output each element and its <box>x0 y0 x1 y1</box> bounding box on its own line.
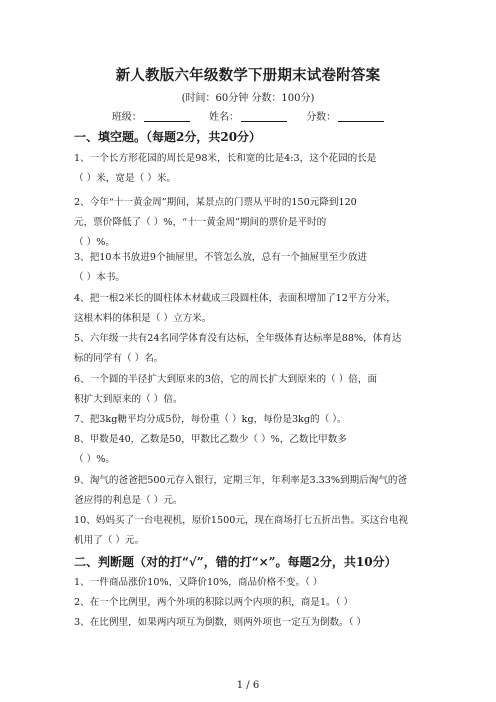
question-8: 8、甲数是40，乙数是50，甲数比乙数少（ ）%，乙数比甲数多 （ ）%。 <box>74 434 347 465</box>
exam-time-score: (时间：60分钟 分数：100分) <box>181 93 315 104</box>
page-title: 新人教版六年级数学下册期末试卷附答案 <box>115 67 381 84</box>
name-field <box>209 108 287 123</box>
name-blank <box>241 111 287 122</box>
question-10: 10、妈妈买了一台电视机，原价1500元，现在商场打七五折出售。买这台电视 机用了（ ）元。 <box>74 515 409 546</box>
judge-question-3: 3、在比例里，如果两内项互为倒数，则两外项也一定互为倒数。（ ） <box>74 617 367 628</box>
question-6: 6、一个圆的半径扩大到原来的3倍，它的周长扩大到原来的（ ）倍，面 积扩大到原来的（ ）倍。 <box>74 374 378 405</box>
page-number: 1 / 6 <box>236 680 260 691</box>
section-heading-true-false: 二、判断题（对的打“√”，错的打“×”。每题2分，共10分） <box>74 555 397 569</box>
score-label: 分数： <box>306 112 337 123</box>
class-label: 班级： <box>111 112 142 123</box>
question-5: 5、六年级一共有24名同学体育没有达标，全年级体育达标率是88%，体育达 标的同学有（ ）名。 <box>74 333 402 364</box>
class-field <box>112 108 190 123</box>
name-label: 姓名： <box>209 112 239 123</box>
question-2: 2、今年“十一黄金周”期间，某景点的门票从平时的150元降到120 元，票价降低了（ ）%，“十一黄金周”期间的票价是平时的 （ ）%。 <box>74 197 357 248</box>
score-blank <box>338 111 384 122</box>
question-4: 4、把一根2米长的圆柱体木材截成三段圆柱体，表面积增加了12平方分米， 这根木料的体积是（ ）立方米。 <box>74 293 396 324</box>
student-info-row <box>0 108 496 123</box>
question-9: 9、淘气的爸爸把500元存入银行，定期三年，年利率是3.33%到期后淘气的爸 爸应得的利息是（ ）元。 <box>74 475 408 506</box>
class-blank <box>144 111 190 122</box>
question-3: 3、把10本书放进9个抽屉里，不管怎么放，总有一个抽屉里至少放进 （ ）本书。 <box>74 252 368 283</box>
section-heading-fill-blanks: 一、填空题。（每题2分，共20分） <box>74 130 262 144</box>
judge-question-1: 1、一件商品涨价10%，又降价10%，商品价格不变。（ ） <box>74 577 323 588</box>
score-field <box>306 108 384 123</box>
judge-question-2: 2、在一个比例里，两个外项的积除以两个内项的积，商是1。（ ） <box>74 597 354 608</box>
question-1: 1、一个长方形花园的周长是98米，长和宽的比是4:3，这个花园的长是 （ ）米，宽是（ ）米。 <box>74 153 377 184</box>
question-7: 7、把3kg糖平均分成5份，每份重（ ）kg，每份是3kg的（ ）。 <box>74 414 347 425</box>
